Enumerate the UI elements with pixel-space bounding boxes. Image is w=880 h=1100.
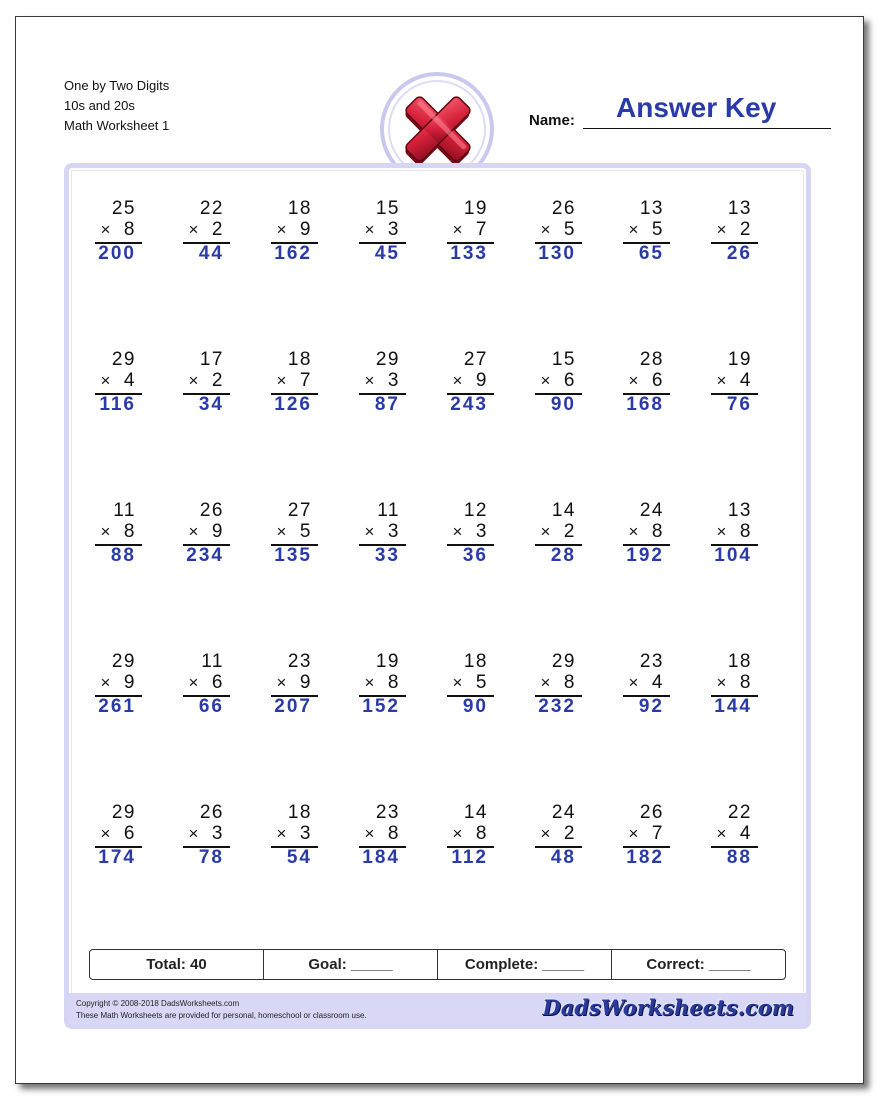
multiplier: 7 xyxy=(651,823,664,844)
problem-item xyxy=(617,198,677,270)
problem-item xyxy=(89,802,149,874)
multiplier-row xyxy=(628,521,664,543)
problem-item xyxy=(265,651,325,723)
multiplier: 2 xyxy=(563,521,576,542)
multiplier: 6 xyxy=(651,370,664,391)
multiplier-row xyxy=(100,823,136,845)
multiplier-row xyxy=(716,219,752,241)
times-sign: × xyxy=(100,673,112,692)
times-sign: × xyxy=(716,673,728,692)
answer: 88 xyxy=(726,847,752,868)
multiplier: 2 xyxy=(211,219,224,240)
multiplier: 8 xyxy=(563,672,576,693)
name-underline xyxy=(583,128,831,129)
multiplier: 9 xyxy=(211,521,224,542)
multiplier-row xyxy=(188,219,224,241)
name-field[interactable] xyxy=(529,88,831,130)
times-sign: × xyxy=(452,220,464,239)
multiplicand: 18 xyxy=(727,651,752,672)
multiplier: 8 xyxy=(387,672,400,693)
problem-item xyxy=(353,349,413,421)
multiplier-row xyxy=(716,521,752,543)
times-sign: × xyxy=(452,824,464,843)
answer: 243 xyxy=(450,394,488,415)
multiplicand: 19 xyxy=(375,651,400,672)
answer: 44 xyxy=(198,243,224,264)
multiplicand: 26 xyxy=(199,802,224,823)
multiplicand: 26 xyxy=(199,500,224,521)
problem-item xyxy=(353,802,413,874)
multiplier-row xyxy=(628,823,664,845)
answer: 232 xyxy=(538,696,576,717)
multiplier-row xyxy=(100,219,136,241)
multiplicand: 29 xyxy=(551,651,576,672)
answer: 90 xyxy=(550,394,576,415)
worksheet-title: Math Worksheet 1 xyxy=(64,118,170,133)
problem-item xyxy=(265,802,325,874)
usage-notice: These Math Worksheets are provided for personal, homeschool or classroom use. xyxy=(76,1011,367,1020)
multiplier: 8 xyxy=(739,672,752,693)
answer: 45 xyxy=(374,243,400,264)
problem-item xyxy=(529,349,589,421)
problem-item xyxy=(89,349,149,421)
times-sign: × xyxy=(628,522,640,541)
multiplicand: 23 xyxy=(287,651,312,672)
multiplicand: 19 xyxy=(463,198,488,219)
multiplicand: 29 xyxy=(375,349,400,370)
multiplier-row xyxy=(628,219,664,241)
multiplicand: 26 xyxy=(639,802,664,823)
multiplier-row xyxy=(100,521,136,543)
answer: 174 xyxy=(98,847,136,868)
times-sign: × xyxy=(540,220,552,239)
times-sign: × xyxy=(100,371,112,390)
multiplier: 3 xyxy=(387,521,400,542)
multiplier-row xyxy=(540,823,576,845)
multiplier-row xyxy=(452,370,488,392)
answer: 112 xyxy=(451,847,488,868)
problem-item xyxy=(441,198,501,270)
times-sign: × xyxy=(628,673,640,692)
multiplicand: 19 xyxy=(727,349,752,370)
multiplier-row xyxy=(628,672,664,694)
multiplier-row xyxy=(716,370,752,392)
multiplicand: 17 xyxy=(199,349,224,370)
multiplier: 5 xyxy=(651,219,664,240)
answer: 78 xyxy=(198,847,224,868)
multiplier-row xyxy=(716,823,752,845)
times-sign: × xyxy=(628,824,640,843)
problem-item xyxy=(529,802,589,874)
problem-item xyxy=(177,651,237,723)
answer: 116 xyxy=(99,394,136,415)
multiplier-row xyxy=(100,370,136,392)
answer: 182 xyxy=(626,847,664,868)
worksheet-info xyxy=(64,76,169,136)
problem-item xyxy=(441,500,501,572)
answer: 28 xyxy=(550,545,576,566)
answer-key-text: Answer Key xyxy=(616,92,777,123)
multiplicand: 22 xyxy=(199,198,224,219)
multiplier: 8 xyxy=(123,521,136,542)
answer: 207 xyxy=(274,696,312,717)
times-sign: × xyxy=(452,522,464,541)
answer: 33 xyxy=(374,545,400,566)
multiplier-row xyxy=(540,219,576,241)
multiplicand: 14 xyxy=(463,802,488,823)
brand-logo[interactable]: DadsWorksheets.com xyxy=(542,995,794,1020)
multiplier-row xyxy=(188,672,224,694)
answer: 135 xyxy=(274,545,312,566)
answer: 144 xyxy=(714,696,752,717)
times-sign: × xyxy=(188,824,200,843)
multiplier-row xyxy=(276,823,312,845)
times-sign: × xyxy=(276,371,288,390)
answer: 87 xyxy=(374,394,400,415)
times-sign: × xyxy=(364,824,376,843)
multiplier: 3 xyxy=(475,521,488,542)
times-sign: × xyxy=(276,673,288,692)
score-box xyxy=(89,949,786,980)
multiplier-row xyxy=(276,219,312,241)
multiplicand: 23 xyxy=(375,802,400,823)
answer: 34 xyxy=(198,394,224,415)
times-sign: × xyxy=(628,371,640,390)
multiplier-row xyxy=(540,370,576,392)
multiplicand: 29 xyxy=(111,349,136,370)
times-sign: × xyxy=(188,673,200,692)
multiplier-row xyxy=(276,370,312,392)
times-sign: × xyxy=(540,673,552,692)
answer: 65 xyxy=(638,243,664,264)
problem-item xyxy=(441,349,501,421)
multiplier: 7 xyxy=(299,370,312,391)
total-cell: Total: 40 xyxy=(90,950,264,979)
problem-item xyxy=(617,802,677,874)
times-sign: × xyxy=(100,220,112,239)
multiplicand: 28 xyxy=(639,349,664,370)
answer: 261 xyxy=(98,696,136,717)
times-sign: × xyxy=(188,371,200,390)
multiplier: 3 xyxy=(299,823,312,844)
multiplier: 9 xyxy=(299,219,312,240)
times-sign: × xyxy=(188,220,200,239)
problem-item xyxy=(705,349,765,421)
problem-item xyxy=(177,500,237,572)
times-sign: × xyxy=(540,824,552,843)
worksheet-subtitle-2: 10s and 20s xyxy=(64,98,135,113)
answer: 162 xyxy=(274,243,312,264)
times-sign: × xyxy=(364,371,376,390)
answer: 48 xyxy=(550,847,576,868)
multiplicand: 15 xyxy=(551,349,576,370)
answer: 168 xyxy=(626,394,664,415)
multiplier-row xyxy=(716,672,752,694)
times-sign: × xyxy=(452,371,464,390)
multiplier-row xyxy=(540,672,576,694)
answer: 130 xyxy=(538,243,576,264)
multiplier-row xyxy=(364,219,400,241)
answer: 76 xyxy=(726,394,752,415)
multiplicand: 18 xyxy=(287,802,312,823)
times-sign: × xyxy=(276,522,288,541)
problem-item xyxy=(177,198,237,270)
answer: 234 xyxy=(186,545,224,566)
problem-item xyxy=(705,500,765,572)
problem-item xyxy=(89,500,149,572)
problem-item xyxy=(89,198,149,270)
multiplicand: 15 xyxy=(375,198,400,219)
multiplier: 6 xyxy=(123,823,136,844)
answer: 184 xyxy=(362,847,400,868)
problem-item xyxy=(441,651,501,723)
footer xyxy=(69,993,806,1024)
multiplier-row xyxy=(100,672,136,694)
problem-item xyxy=(529,651,589,723)
times-sign: × xyxy=(716,220,728,239)
multiplicand: 13 xyxy=(727,500,752,521)
worksheet-subtitle-1: One by Two Digits xyxy=(64,78,170,93)
multiplier: 4 xyxy=(739,370,752,391)
multiplier-row xyxy=(452,219,488,241)
times-sign: × xyxy=(716,371,728,390)
copyright-text xyxy=(76,998,367,1022)
multiplier-row xyxy=(188,521,224,543)
answer: 192 xyxy=(626,545,664,566)
multiplicand: 11 xyxy=(201,651,224,672)
problem-item xyxy=(529,500,589,572)
problem-item xyxy=(617,651,677,723)
multiplicand: 13 xyxy=(727,198,752,219)
multiplier: 4 xyxy=(651,672,664,693)
multiplier-row xyxy=(452,672,488,694)
multiplicand: 26 xyxy=(551,198,576,219)
name-label: Name: xyxy=(529,112,575,129)
problem-item xyxy=(705,198,765,270)
times-sign: × xyxy=(276,220,288,239)
correct-cell: Correct: _____ xyxy=(646,956,751,973)
multiplier: 6 xyxy=(211,672,224,693)
multiplier: 8 xyxy=(739,521,752,542)
multiplier: 8 xyxy=(475,823,488,844)
answer: 152 xyxy=(362,696,400,717)
answer: 92 xyxy=(638,696,664,717)
multiplicand: 11 xyxy=(113,500,136,521)
multiplicand: 29 xyxy=(111,651,136,672)
problems-frame xyxy=(64,163,811,1029)
multiplicand: 11 xyxy=(377,500,400,521)
multiplier-row xyxy=(276,672,312,694)
problem-item xyxy=(353,651,413,723)
multiplier-row xyxy=(540,521,576,543)
times-sign: × xyxy=(452,673,464,692)
multiplicand: 29 xyxy=(111,802,136,823)
answer: 54 xyxy=(286,847,312,868)
multiplicand: 24 xyxy=(551,802,576,823)
multiplicand: 27 xyxy=(463,349,488,370)
times-sign: × xyxy=(364,673,376,692)
multiplier: 8 xyxy=(123,219,136,240)
answer: 104 xyxy=(714,545,752,566)
times-sign: × xyxy=(100,824,112,843)
multiplier: 5 xyxy=(299,521,312,542)
multiplier-row xyxy=(188,823,224,845)
multiplier-row xyxy=(364,672,400,694)
multiplier: 6 xyxy=(563,370,576,391)
multiplier: 9 xyxy=(475,370,488,391)
multiplier: 4 xyxy=(123,370,136,391)
answer: 90 xyxy=(462,696,488,717)
problem-item xyxy=(353,198,413,270)
times-sign: × xyxy=(364,522,376,541)
problem-item xyxy=(705,802,765,874)
multiplicand: 27 xyxy=(287,500,312,521)
complete-cell: Complete: _____ xyxy=(438,950,612,979)
multiplier: 9 xyxy=(299,672,312,693)
multiplier: 5 xyxy=(563,219,576,240)
multiplier: 9 xyxy=(123,672,136,693)
multiplicand: 13 xyxy=(639,198,664,219)
problem-item xyxy=(617,349,677,421)
multiplier-row xyxy=(364,521,400,543)
multiplier-row xyxy=(364,823,400,845)
multiplicand: 24 xyxy=(639,500,664,521)
multiplicand: 12 xyxy=(463,500,488,521)
goal-cell: Goal: _____ xyxy=(264,950,438,979)
answer: 133 xyxy=(450,243,488,264)
multiplier-row xyxy=(452,521,488,543)
answer: 36 xyxy=(462,545,488,566)
problem-item xyxy=(265,349,325,421)
multiplier: 2 xyxy=(563,823,576,844)
multiplier-row xyxy=(628,370,664,392)
multiplicand: 25 xyxy=(111,198,136,219)
multiplier-row xyxy=(364,370,400,392)
multiplier: 4 xyxy=(739,823,752,844)
multiplier: 7 xyxy=(475,219,488,240)
problem-item xyxy=(617,500,677,572)
answer: 66 xyxy=(198,696,224,717)
problem-item xyxy=(353,500,413,572)
problem-item xyxy=(441,802,501,874)
problem-item xyxy=(89,651,149,723)
multiplier: 2 xyxy=(211,370,224,391)
multiplicand: 18 xyxy=(287,198,312,219)
times-sign: × xyxy=(100,522,112,541)
multiplier: 3 xyxy=(387,370,400,391)
times-sign: × xyxy=(716,824,728,843)
problem-item xyxy=(177,802,237,874)
problem-item xyxy=(705,651,765,723)
multiplicand: 23 xyxy=(639,651,664,672)
multiplier: 3 xyxy=(211,823,224,844)
multiplier: 2 xyxy=(739,219,752,240)
answer: 88 xyxy=(110,545,136,566)
times-sign: × xyxy=(540,371,552,390)
multiplier-row xyxy=(188,370,224,392)
times-sign: × xyxy=(628,220,640,239)
multiplier: 5 xyxy=(475,672,488,693)
multiplicand: 18 xyxy=(463,651,488,672)
multiplier-row xyxy=(452,823,488,845)
times-sign: × xyxy=(540,522,552,541)
times-sign: × xyxy=(276,824,288,843)
times-sign: × xyxy=(188,522,200,541)
answer: 26 xyxy=(726,243,752,264)
problem-item xyxy=(265,198,325,270)
problem-item xyxy=(265,500,325,572)
answer: 200 xyxy=(98,243,136,264)
times-sign: × xyxy=(716,522,728,541)
red-x-icon xyxy=(401,92,475,166)
answer: 126 xyxy=(274,394,312,415)
multiplier: 8 xyxy=(387,823,400,844)
multiplier-row xyxy=(276,521,312,543)
multiplicand: 22 xyxy=(727,802,752,823)
problem-item xyxy=(529,198,589,270)
multiplicand: 14 xyxy=(551,500,576,521)
copyright-line: Copyright © 2008-2018 DadsWorksheets.com xyxy=(76,999,240,1008)
times-sign: × xyxy=(364,220,376,239)
problem-item xyxy=(177,349,237,421)
multiplicand: 18 xyxy=(287,349,312,370)
multiplier: 3 xyxy=(387,219,400,240)
multiplier: 8 xyxy=(651,521,664,542)
